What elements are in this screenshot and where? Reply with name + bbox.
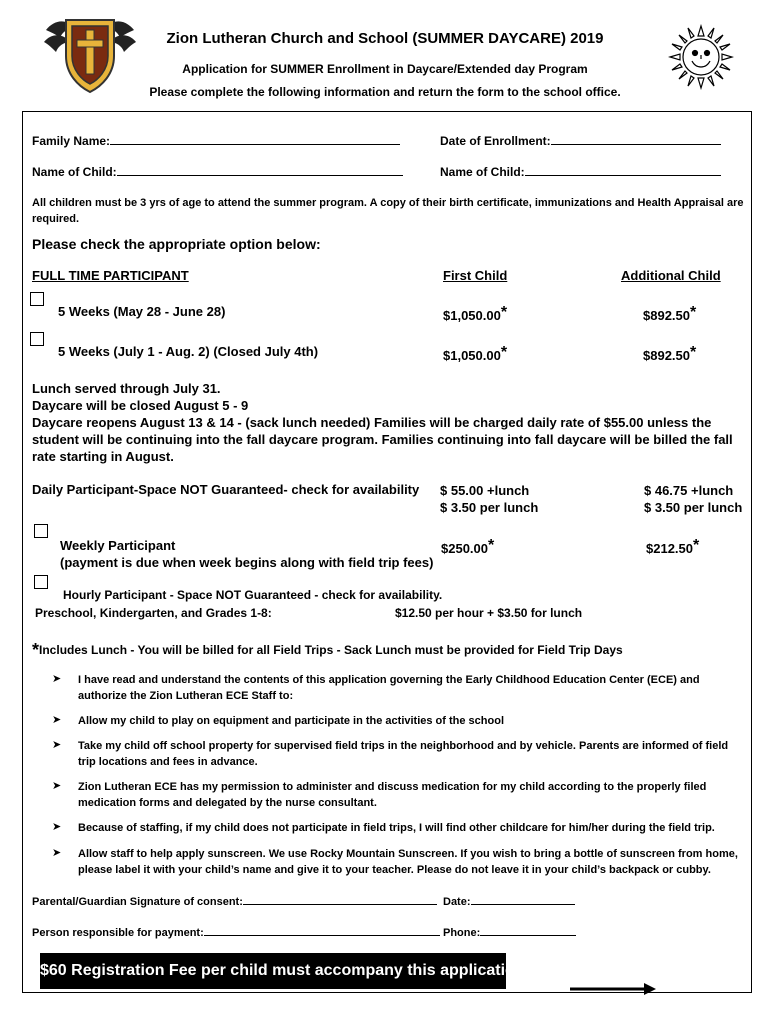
- page-title: Zion Lutheran Church and School (SUMMER DAYCARE) 2019: [166, 30, 604, 47]
- price-value: $892.50: [643, 308, 690, 323]
- asterisk: *: [690, 344, 697, 361]
- asterisk: *: [500, 344, 508, 361]
- consent-date-line[interactable]: [471, 893, 575, 905]
- child-name-label-1: Name of Child:: [32, 165, 117, 179]
- fulltime-option-1-label: 5 Weeks (May 28 - June 28): [58, 304, 226, 319]
- arrow-bullet-icon: ➤: [52, 847, 62, 859]
- bullet-authorization: I have read and understand the contents of this application governing the Early Childhood Education Center (ECE) and authorize the Zion Lutheran ECE Staff to:: [78, 674, 700, 702]
- asterisk: *: [488, 537, 495, 554]
- bullet-medication: Zion Lutheran ECE has my permission to administer and discuss medication for my child according to the properly filed medication forms and delegated by the nurse consultant.: [78, 781, 707, 809]
- daily-participant-label: Daily Participant-Space NOT Guaranteed- check for availability: [32, 482, 420, 497]
- daily-first-rate: $ 55.00 +lunch: [440, 483, 530, 498]
- bullet-play-equipment: Allow my child to play on equipment and participate in the activities of the school: [78, 715, 505, 727]
- date-of-enrollment-line[interactable]: [551, 133, 721, 145]
- arrow-bullet-icon: ➤: [52, 780, 62, 792]
- arrow-bullet-icon: ➤: [52, 739, 62, 751]
- checkbox-fulltime-may-june[interactable]: [30, 292, 44, 306]
- fulltime-option-2-label: 5 Weeks (July 1 - Aug. 2) (Closed July 4th): [58, 344, 319, 359]
- daily-first-price: [440, 482, 538, 516]
- consent-signature-line[interactable]: [243, 893, 437, 905]
- asterisk: *: [500, 304, 508, 321]
- consent-date-field[interactable]: [443, 893, 575, 908]
- child-name-field-1[interactable]: [32, 164, 403, 179]
- additional-child-column-header: Additional Child: [621, 268, 721, 283]
- bullet-sunscreen: Allow staff to help apply sunscreen. We use Rocky Mountain Sunscreen. If you wish to bring a bottle of sunscreen from home, please label it with your child’s name and give it to your teacher. Please do not leave it in your child’s backpack or cubby.: [78, 848, 738, 876]
- payment-responsible-line[interactable]: [204, 924, 440, 936]
- asterisk: *: [690, 304, 697, 321]
- weekly-participant: [60, 537, 433, 571]
- family-name-line[interactable]: [110, 133, 400, 145]
- fulltime-heading: FULL TIME PARTICIPANT: [32, 268, 189, 283]
- includes-lunch-text: Includes Lunch - You will be billed for all Field Trips - Sack Lunch must be provided for Field Trip Days: [39, 643, 623, 657]
- weekly-payment-note: (payment is due when week begins along with field trip fees): [60, 555, 434, 570]
- bullet-field-trips: Take my child off school property for supervised field trips in the neighborhood and by vehicle. Parents are informed of field trip locations and fees in advance.: [78, 740, 729, 768]
- price-value: $250.00: [441, 541, 488, 556]
- weekly-first-price: [441, 537, 494, 556]
- schedule-notes: [32, 380, 744, 465]
- price-value: $1,050.00: [443, 348, 501, 363]
- schedule-line-reopens: Daycare reopens August 13 & 14 - (sack lunch needed) Families will be charged daily rate of $55.00 unless the student will be continuing into the fall daycare program. Families continuing into fall daycare will be billed the fall rate starting in August.: [32, 415, 733, 464]
- page-subtitle: Application for SUMMER Enrollment in Daycare/Extended day Program: [182, 62, 588, 76]
- fulltime-option-1-additional-price: [643, 304, 696, 323]
- family-name-label: Family Name:: [32, 134, 111, 148]
- first-child-column-header: First Child: [443, 268, 508, 283]
- page-instruction: Please complete the following information and return the form to the school office.: [149, 85, 621, 99]
- fulltime-option-1-first-price: [443, 304, 507, 323]
- registration-fee-banner: $60 Registration Fee per child must accompany this application: [40, 953, 506, 989]
- hourly-rate: $12.50 per hour + $3.50 for lunch: [395, 606, 583, 620]
- child-name-field-2[interactable]: [440, 164, 721, 179]
- daily-additional-rate: $ 46.75 +lunch: [644, 483, 734, 498]
- asterisk: *: [32, 640, 40, 660]
- daily-additional-lunch: $ 3.50 per lunch: [644, 500, 743, 515]
- daily-additional-price: [644, 482, 742, 516]
- date-of-enrollment-field[interactable]: [440, 133, 721, 148]
- hourly-grades: Preschool, Kindergarten, and Grades 1-8:: [35, 606, 272, 620]
- check-option-prompt: Please check the appropriate option below:: [32, 236, 321, 252]
- hourly-participant-label: Hourly Participant - Space NOT Guaranteed - check for availability.: [63, 588, 443, 602]
- fulltime-option-2-additional-price: [643, 344, 696, 363]
- child-name-line-2[interactable]: [525, 164, 721, 176]
- family-name-field[interactable]: [32, 133, 400, 148]
- consent-signature-field[interactable]: [32, 893, 437, 908]
- phone-field[interactable]: [443, 924, 576, 939]
- bullet-staffing: Because of staffing, if my child does not participate in field trips, I will find other childcare for him/her during the field trip.: [78, 822, 715, 834]
- price-value: $212.50: [646, 541, 693, 556]
- asterisk: *: [693, 537, 700, 554]
- weekly-additional-price: [646, 537, 699, 556]
- arrow-bullet-icon: ➤: [52, 714, 62, 726]
- phone-line[interactable]: [480, 924, 576, 936]
- checkbox-hourly[interactable]: [34, 575, 48, 589]
- checkbox-fulltime-july-aug[interactable]: [30, 332, 44, 346]
- church-shield-logo-icon: [40, 12, 140, 96]
- daily-first-lunch: $ 3.50 per lunch: [440, 500, 539, 515]
- schedule-line-closed: Daycare will be closed August 5 - 9: [32, 398, 249, 413]
- schedule-line-lunch: Lunch served through July 31.: [32, 381, 221, 396]
- consent-date-label: Date:: [443, 896, 471, 908]
- payment-responsible-label: Person responsible for payment:: [32, 927, 204, 939]
- right-arrow-icon: [570, 982, 658, 996]
- date-of-enrollment-label: Date of Enrollment:: [440, 134, 551, 148]
- child-name-line-1[interactable]: [117, 164, 403, 176]
- price-value: $892.50: [643, 348, 690, 363]
- fulltime-option-2-first-price: [443, 344, 507, 363]
- smiling-sun-icon: [668, 24, 734, 90]
- price-value: $1,050.00: [443, 308, 501, 323]
- arrow-bullet-icon: ➤: [52, 673, 62, 685]
- child-name-label-2: Name of Child:: [440, 165, 525, 179]
- includes-lunch-note: [32, 640, 623, 661]
- age-requirement-notice: All children must be 3 yrs of age to attend the summer program. A copy of their birth certificate, immunizations and Health Appraisal are required.: [32, 197, 744, 225]
- weekly-participant-label: Weekly Participant: [60, 538, 176, 553]
- checkbox-weekly[interactable]: [34, 524, 48, 538]
- payment-responsible-field[interactable]: [32, 924, 440, 939]
- consent-signature-label: Parental/Guardian Signature of consent:: [32, 896, 243, 908]
- arrow-bullet-icon: ➤: [52, 821, 62, 833]
- phone-label: Phone:: [443, 927, 481, 939]
